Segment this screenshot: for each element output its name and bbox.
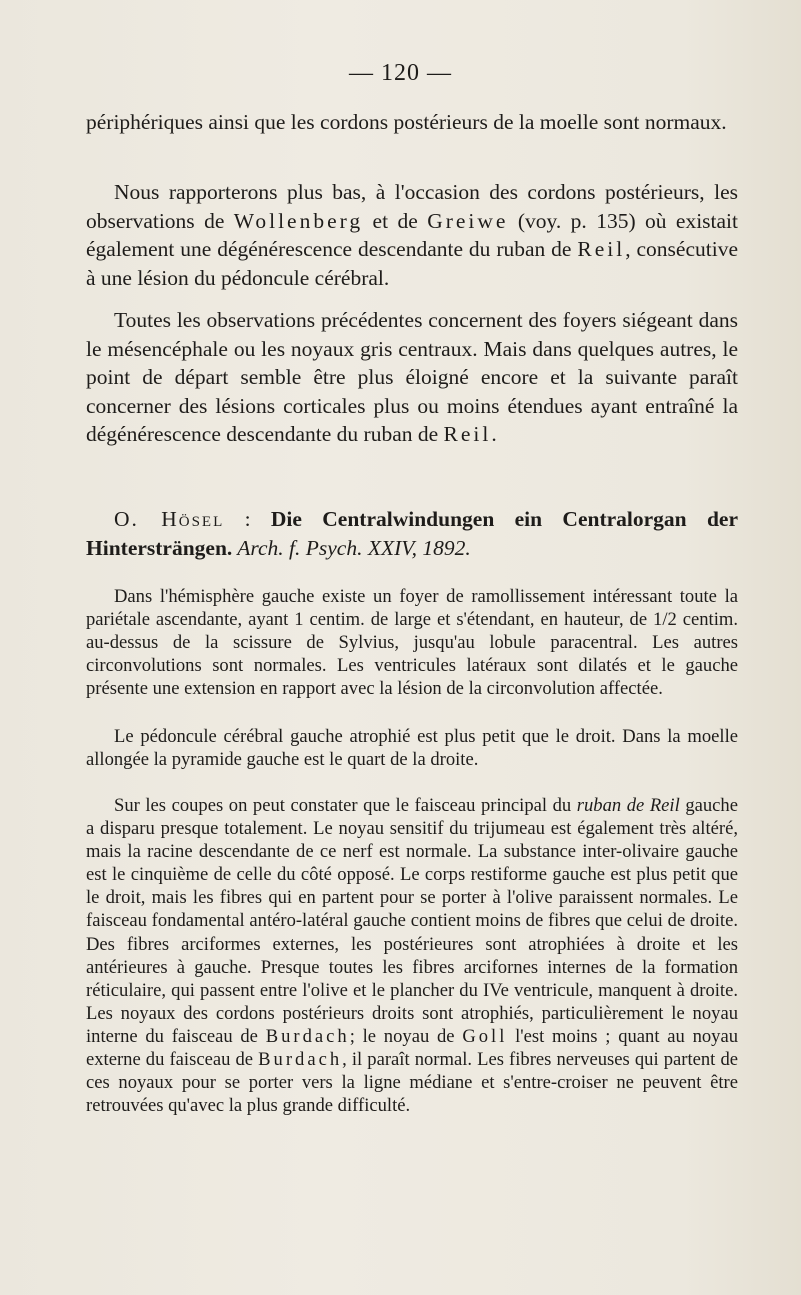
author-name: Goll	[462, 1025, 508, 1047]
reference-title: Die Centralwindungen ein Centralorgan der Hintersträngen.	[86, 507, 739, 560]
case-peduncle: Le pédoncule cérébral gauche atrophié est plus petit que le droit. Dans la moelle allongée la pyramide gauche est le quart de la droite.	[86, 726, 738, 771]
author-name: Burdach	[265, 1025, 350, 1047]
paragraph-wollenberg-greiwe: Nous rapporterons plus bas, à l'occasion des cordons postérieurs, les observations de Wollenberg et de Greiwe (voy. p. 135) où existait également une dégénérescence descendante du ruban de Reil, consécutive à une lésion du pédoncule cérébral.	[86, 180, 739, 290]
paragraph-continuation	[86, 108, 738, 137]
italic-term: ruban de Reil	[576, 795, 680, 816]
author-name: Greiwe	[427, 208, 509, 233]
case-description: Dans l'hémisphère gauche existe un foyer de ramollissement intéressant toute la pariétale ascendante, ayant 1 centim. de large et s'étendant, en hauteur, de 1/2 centim. au-dessus de la scissure de Sylvius, jusqu'au lobule paracentral. Les autres circonvolutions sont normales. Les ventricules latéraux sont dilatés et le gauche présente une extension en rapport avec la lésion de la circonvolution affectée.	[86, 586, 738, 700]
paragraph-observations: Toutes les observations précédentes concernent des foyers siégeant dans le mésencéphale ou les noyaux gris centraux. Mais dans quelques autres, le point de départ semble être plus éloigné encore et la suivante paraît concerner des lésions corticales plus ou moins étendues ayant entraîné la dégénérescence descendante du ruban de Reil.	[86, 308, 738, 446]
author-name: Reil	[443, 422, 492, 446]
bibliographic-reference: O. Hösel : Die Centralwindungen ein Centralorgan der Hintersträngen. Arch. f. Psych. XXIV, 1892.	[86, 507, 739, 560]
case-sections: Sur les coupes on peut constater que le faisceau principal du ruban de Reil gauche a disparu presque totalement. Le noyau sensitif du trijumeau est également très altéré, mais la racine descendante de ce nerf est normale. La substance inter-olivaire gauche est le cinquième de celle du côté opposé. Le corps restiforme gauche est plus petit que le droit, mais les fibres qui en partent pour se porter à l'olive paraissent normales. Le faisceau fondamental antéro-latéral gauche contient moins de fibres que celui de droite. Des fibres arciformes externes, les postérieures sont atrophiées à droite et les antérieures à gauche. Presque toutes les fibres arcifornes internes de la formation réticulaire, qui passent entre l'olive et le plancher du IVe ventricule, manquent à droite. Les noyaux des cordons postérieurs droits sont atrophiés, particulièrement le noyau interne du faisceau de Burdach; le noyau de Goll l'est moins ; quant au noyau externe du faisceau de Burdach, il paraît normal. Les fibres nerveuses qui partent de ces noyaux pour se porter vers la ligne médiane et s'entre-croiser ne peuvent être retrouvées qu'avec la plus grande difficulté.	[86, 795, 739, 1117]
author-name: Reil	[577, 237, 626, 261]
page-number: — 120 —	[349, 60, 452, 86]
author-name: Burdach	[258, 1049, 343, 1071]
author-name: Wollenberg	[233, 208, 364, 233]
paragraph-text: périphériques ainsi que les cordons postérieurs de la moelle sont normaux.	[86, 110, 727, 134]
reference-journal: Arch. f. Psych. XXIV, 1892.	[232, 535, 471, 560]
reference-author: O. Hösel	[114, 507, 225, 531]
